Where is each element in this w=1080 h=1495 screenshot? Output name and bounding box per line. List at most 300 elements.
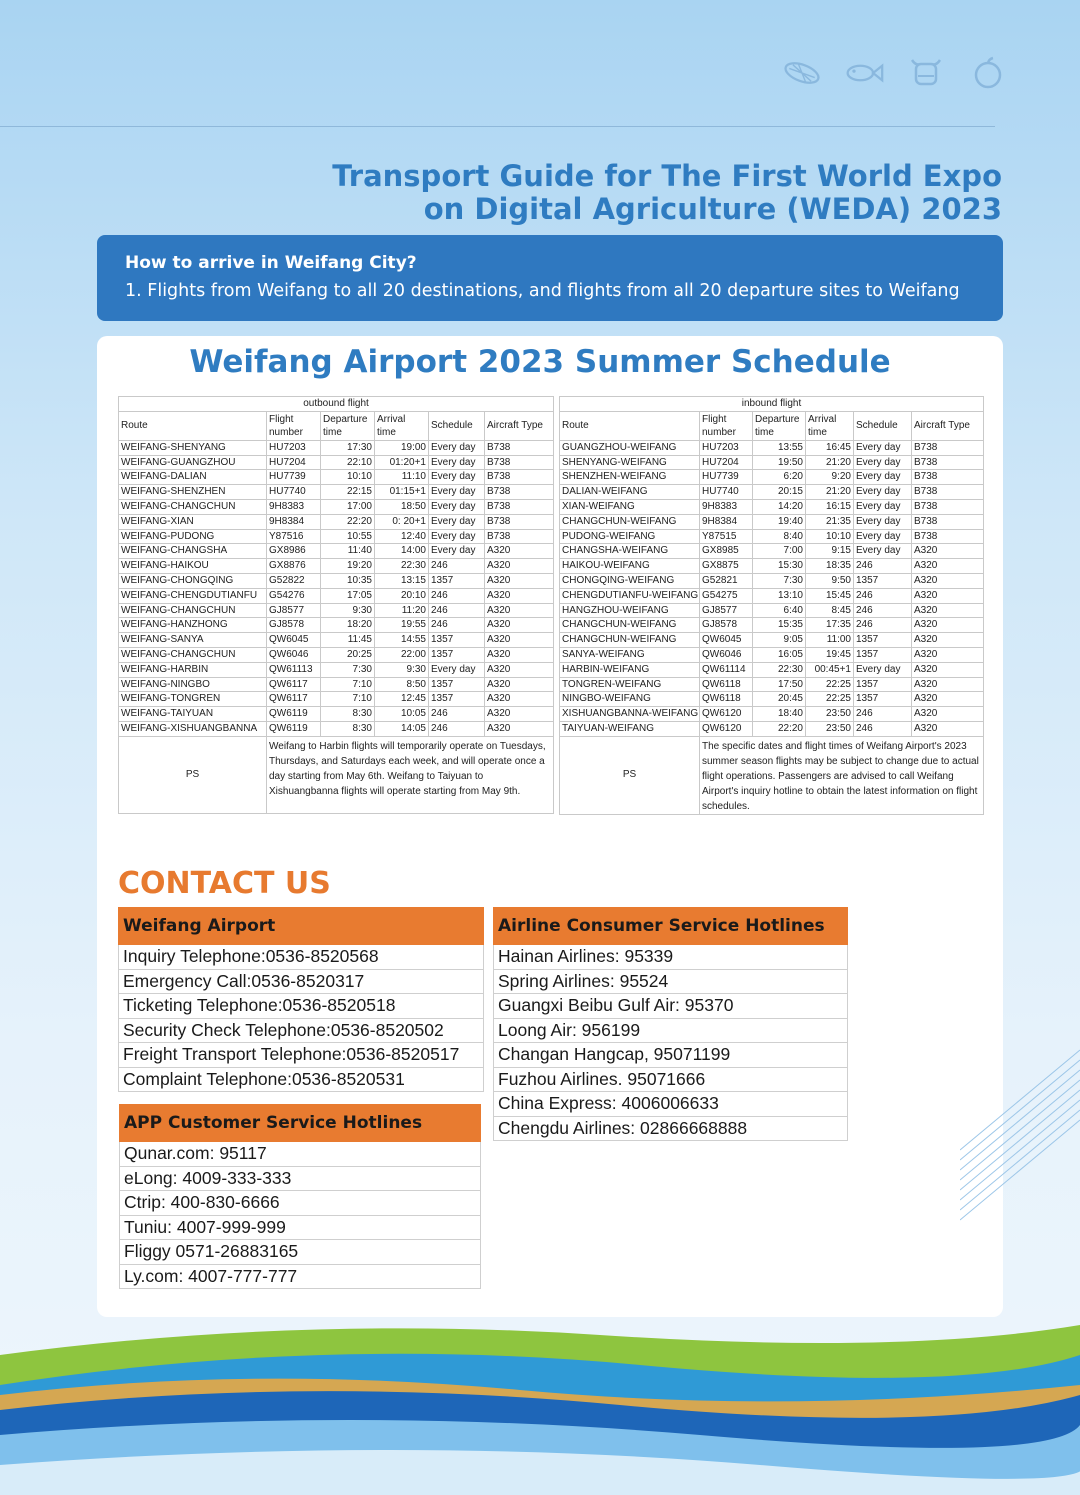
table-cell: 6:20	[753, 470, 806, 485]
table-cell: A320	[912, 692, 984, 707]
outbound-flight-table	[118, 396, 554, 814]
table-cell: B738	[912, 470, 984, 485]
table-cell: 246	[854, 603, 912, 618]
table-cell: A320	[485, 544, 554, 559]
table-cell: 246	[854, 707, 912, 722]
table-cell: 16:45	[806, 440, 854, 455]
table-cell: 7:00	[753, 544, 806, 559]
table-cell: 7:10	[321, 692, 375, 707]
table-cell: 13:55	[753, 440, 806, 455]
table-cell: 0: 20+1	[375, 514, 429, 529]
contact-item: Spring Airlines: 95524	[493, 970, 848, 995]
table-cell: B738	[485, 470, 554, 485]
contact-item: Chengdu Airlines: 02866668888	[493, 1117, 848, 1142]
table-cell: 246	[429, 721, 485, 736]
table-row	[560, 544, 984, 559]
table-row	[560, 440, 984, 455]
table-cell: GJ8577	[700, 603, 753, 618]
table-cell: WEIFANG-NINGBO	[119, 677, 267, 692]
table-cell: GJ8577	[267, 603, 321, 618]
contact-item: Security Check Telephone:0536-8520502	[118, 1019, 484, 1044]
cattle-icon	[906, 56, 946, 90]
table-cell: Every day	[429, 499, 485, 514]
table-row	[560, 573, 984, 588]
table-cell: HU7203	[700, 440, 753, 455]
table-cell: GX8985	[700, 544, 753, 559]
table-row	[119, 514, 554, 529]
table-cell: 11:40	[321, 544, 375, 559]
table-cell: B738	[912, 455, 984, 470]
table-cell: XIAN-WEIFANG	[560, 499, 700, 514]
table-cell: 9H8384	[700, 514, 753, 529]
column-header: Arrival time	[375, 411, 429, 440]
table-cell: 01:15+1	[375, 485, 429, 500]
column-header: Aircraft Type	[485, 411, 554, 440]
table-cell: WEIFANG-CHANGCHUN	[119, 603, 267, 618]
table-row	[119, 603, 554, 618]
contact-item: Loong Air: 956199	[493, 1019, 848, 1044]
table-cell: WEIFANG-XISHUANGBANNA	[119, 721, 267, 736]
weifang-airport-contacts	[118, 907, 484, 1092]
table-cell: CHENGDUTIANFU-WEIFANG	[560, 588, 700, 603]
table-cell: NINGBO-WEIFANG	[560, 692, 700, 707]
table-cell: PUDONG-WEIFANG	[560, 529, 700, 544]
table-row	[560, 603, 984, 618]
table-cell: 8:30	[321, 707, 375, 722]
table-row	[119, 485, 554, 500]
table-cell: QW61113	[267, 662, 321, 677]
table-cell: Every day	[429, 544, 485, 559]
table-cell: 1357	[854, 573, 912, 588]
table-row	[119, 647, 554, 662]
table-cell: A320	[485, 603, 554, 618]
inbound-flight-table	[559, 396, 984, 815]
table-cell: SHENZHEN-WEIFANG	[560, 470, 700, 485]
table-row	[560, 707, 984, 722]
table-cell: 18:35	[806, 559, 854, 574]
table-row	[119, 470, 554, 485]
table-row	[119, 529, 554, 544]
table-cell: GX8876	[267, 559, 321, 574]
table-cell: HU7203	[267, 440, 321, 455]
column-header: Departure time	[321, 411, 375, 440]
table-row	[119, 662, 554, 677]
table-cell: Every day	[854, 499, 912, 514]
table-row	[560, 529, 984, 544]
table-cell: 14:20	[753, 499, 806, 514]
table-row	[119, 707, 554, 722]
table-cell: 1357	[429, 647, 485, 662]
table-cell: B738	[912, 529, 984, 544]
table-cell: 11:00	[806, 633, 854, 648]
contact-item: Qunar.com: 95117	[119, 1142, 481, 1167]
table-cell: WEIFANG-HARBIN	[119, 662, 267, 677]
app-hotlines	[119, 1104, 481, 1289]
table-cell: 22:25	[806, 692, 854, 707]
table-cell: HU7740	[700, 485, 753, 500]
table-cell: 17:50	[753, 677, 806, 692]
contact-item: Emergency Call:0536-8520317	[118, 970, 484, 995]
table-row	[560, 721, 984, 736]
table-cell: WEIFANG-SANYA	[119, 633, 267, 648]
contact-item: Ctrip: 400-830-6666	[119, 1191, 481, 1216]
table-cell: 19:00	[375, 440, 429, 455]
column-header: Aircraft Type	[912, 411, 984, 440]
table-row	[119, 544, 554, 559]
table-row	[119, 588, 554, 603]
contact-item: Changan Hangcap, 95071199	[493, 1043, 848, 1068]
table-cell: A320	[912, 633, 984, 648]
table-cell: 17:00	[321, 499, 375, 514]
column-header: Departure time	[753, 411, 806, 440]
table-cell: A320	[485, 618, 554, 633]
table-cell: 11:45	[321, 633, 375, 648]
contact-item: Inquiry Telephone:0536-8520568	[118, 945, 484, 970]
column-header: Schedule	[429, 411, 485, 440]
ps-note: The specific dates and flight times of Weifang Airport's 2023 summer season flights may be subject to change due to actual flight operations. Passengers are advised to call Weifang Airport's inquiry hotline to obtain the latest information on flight schedules.	[700, 736, 984, 814]
contact-item: Ticketing Telephone:0536-8520518	[118, 994, 484, 1019]
ps-note: Weifang to Harbin flights will temporarily operate on Tuesdays, Thursdays, and Saturdays each week, and will operate once a day starting from May 6th. Weifang to Taiyuan to Xishuangbanna flights will operate starting from May 9th.	[267, 736, 554, 813]
table-cell: QW6117	[267, 692, 321, 707]
decorative-lines	[960, 1030, 1080, 1310]
table-cell: 22:20	[321, 514, 375, 529]
table-row	[119, 677, 554, 692]
table-cell: A320	[485, 707, 554, 722]
table-cell: 18:20	[321, 618, 375, 633]
table-cell: 246	[854, 588, 912, 603]
table-cell: 14:05	[375, 721, 429, 736]
table-cell: A320	[912, 588, 984, 603]
banner-subtitle: 1. Flights from Weifang to all 20 destinations, and flights from all 20 departure sites to Weifang	[125, 281, 960, 301]
table-cell: G52822	[267, 573, 321, 588]
table-cell: 23:50	[806, 721, 854, 736]
contact-item: Guangxi Beibu Gulf Air: 95370	[493, 994, 848, 1019]
table-cell: A320	[485, 692, 554, 707]
column-header: Schedule	[854, 411, 912, 440]
table-cell: A320	[485, 588, 554, 603]
table-cell: TAIYUAN-WEIFANG	[560, 721, 700, 736]
column-header: Flight number	[700, 411, 753, 440]
table-cell: QW6046	[700, 647, 753, 662]
table-row	[119, 692, 554, 707]
table-row	[119, 455, 554, 470]
table-cell: 1357	[854, 692, 912, 707]
table-cell: QW6045	[700, 633, 753, 648]
table-cell: 1357	[429, 633, 485, 648]
table-cell: WEIFANG-GUANGZHOU	[119, 455, 267, 470]
table-cell: HU7204	[267, 455, 321, 470]
table-cell: 9:30	[321, 603, 375, 618]
table-cell: Every day	[854, 440, 912, 455]
table-cell: G54276	[267, 588, 321, 603]
page-title	[332, 160, 1002, 226]
table-row	[560, 559, 984, 574]
table-row	[560, 455, 984, 470]
table-cell: 14:00	[375, 544, 429, 559]
table-row	[119, 618, 554, 633]
table-row	[560, 514, 984, 529]
table-cell: A320	[485, 662, 554, 677]
corn-icon	[782, 56, 822, 90]
table-cell: 7:30	[321, 662, 375, 677]
table-row	[560, 470, 984, 485]
table-cell: Every day	[854, 544, 912, 559]
table-cell: B738	[912, 514, 984, 529]
table-cell: WEIFANG-XIAN	[119, 514, 267, 529]
table-cell: Every day	[854, 455, 912, 470]
table-row	[560, 499, 984, 514]
table-cell: A320	[912, 559, 984, 574]
table-cell: Every day	[429, 470, 485, 485]
table-cell: Every day	[854, 662, 912, 677]
table-cell: A320	[912, 603, 984, 618]
table-cell: WEIFANG-TONGREN	[119, 692, 267, 707]
table-cell: A320	[912, 662, 984, 677]
table-cell: 20:45	[753, 692, 806, 707]
table-row	[560, 588, 984, 603]
table-cell: G54275	[700, 588, 753, 603]
table-cell: GJ8578	[700, 618, 753, 633]
table-cell: A320	[485, 647, 554, 662]
ps-label: PS	[560, 736, 700, 814]
table-cell: B738	[912, 440, 984, 455]
table-cell: Every day	[429, 485, 485, 500]
apple-icon	[968, 56, 1008, 90]
table-cell: 01:20+1	[375, 455, 429, 470]
table-row	[560, 692, 984, 707]
table-cell: 16:15	[806, 499, 854, 514]
table-cell: 11:20	[375, 603, 429, 618]
table-row	[119, 721, 554, 736]
table-cell: HARBIN-WEIFANG	[560, 662, 700, 677]
table-cell: 8:30	[321, 721, 375, 736]
table-cell: 15:45	[806, 588, 854, 603]
table-cell: 19:20	[321, 559, 375, 574]
table-cell: 22:10	[321, 455, 375, 470]
table-cell: HANGZHOU-WEIFANG	[560, 603, 700, 618]
table-cell: Every day	[854, 470, 912, 485]
table-cell: 13:10	[753, 588, 806, 603]
table-cell: 22:30	[753, 662, 806, 677]
table-cell: 1357	[429, 573, 485, 588]
table-cell: 246	[429, 603, 485, 618]
table-cell: 18:40	[753, 707, 806, 722]
decorative-waves	[0, 1295, 1080, 1495]
table-cell: WEIFANG-CHANGSHA	[119, 544, 267, 559]
page-title-line1: Transport Guide for The First World Expo	[332, 159, 1002, 193]
table-cell: CHANGCHUN-WEIFANG	[560, 618, 700, 633]
table-cell: GX8875	[700, 559, 753, 574]
table-cell: 22:15	[321, 485, 375, 500]
table-cell: 9:15	[806, 544, 854, 559]
table-cell: 11:10	[375, 470, 429, 485]
table-cell: 246	[854, 721, 912, 736]
column-header: Route	[560, 411, 700, 440]
table-cell: 9H8384	[267, 514, 321, 529]
contact-box-heading: Weifang Airport	[118, 907, 484, 945]
table-cell: 12:40	[375, 529, 429, 544]
contact-item: Complaint Telephone:0536-8520531	[118, 1068, 484, 1093]
contact-item: eLong: 4009-333-333	[119, 1167, 481, 1192]
table-cell: 9:05	[753, 633, 806, 648]
table-cell: 246	[854, 559, 912, 574]
table-cell: 10:35	[321, 573, 375, 588]
table-cell: 246	[429, 618, 485, 633]
table-cell: HU7739	[700, 470, 753, 485]
contact-item: Tuniu: 4007-999-999	[119, 1216, 481, 1241]
table-cell: WEIFANG-CHANGCHUN	[119, 647, 267, 662]
table-cell: 7:30	[753, 573, 806, 588]
table-cell: 17:35	[806, 618, 854, 633]
table-cell: 9:20	[806, 470, 854, 485]
table-cell: 1357	[854, 633, 912, 648]
contact-item: Fliggy 0571-26883165	[119, 1240, 481, 1265]
table-cell: 22:25	[806, 677, 854, 692]
table-cell: CHONGQING-WEIFANG	[560, 573, 700, 588]
table-cell: 19:55	[375, 618, 429, 633]
table-cell: 6:40	[753, 603, 806, 618]
table-cell: SHENYANG-WEIFANG	[560, 455, 700, 470]
table-cell: B738	[485, 499, 554, 514]
table-row	[560, 647, 984, 662]
table-cell: WEIFANG-SHENZHEN	[119, 485, 267, 500]
table-cell: WEIFANG-CHANGCHUN	[119, 499, 267, 514]
table-cell: 1357	[429, 692, 485, 707]
table-cell: 20:25	[321, 647, 375, 662]
table-cell: A320	[485, 559, 554, 574]
table-cell: QW6045	[267, 633, 321, 648]
table-cell: GJ8578	[267, 618, 321, 633]
table-cell: 16:05	[753, 647, 806, 662]
table-cell: 9H8383	[700, 499, 753, 514]
table-cell: 1357	[854, 647, 912, 662]
table-cell: A320	[912, 618, 984, 633]
table-cell: HAIKOU-WEIFANG	[560, 559, 700, 574]
header-divider	[0, 126, 995, 127]
table-cell: 10:05	[375, 707, 429, 722]
table-cell: B738	[485, 440, 554, 455]
table-cell: QW6046	[267, 647, 321, 662]
table-row	[560, 662, 984, 677]
table-cell: 17:05	[321, 588, 375, 603]
table-cell: 10:10	[806, 529, 854, 544]
table-cell: 9:30	[375, 662, 429, 677]
page-title-line2: on Digital Agriculture (WEDA) 2023	[423, 192, 1002, 226]
contact-item: Freight Transport Telephone:0536-8520517	[118, 1043, 484, 1068]
table-cell: HU7204	[700, 455, 753, 470]
table-cell: B738	[912, 485, 984, 500]
header-icons	[782, 56, 1008, 90]
table-cell: 19:40	[753, 514, 806, 529]
table-row	[560, 633, 984, 648]
table-cell: A320	[912, 721, 984, 736]
table-row	[119, 633, 554, 648]
table-cell: Every day	[429, 455, 485, 470]
table-cell: QW6119	[267, 721, 321, 736]
arrival-banner	[97, 235, 1003, 321]
table-cell: QW6118	[700, 677, 753, 692]
table-cell: A320	[912, 677, 984, 692]
table-cell: Every day	[429, 529, 485, 544]
table-cell: A320	[485, 677, 554, 692]
table-cell: 12:45	[375, 692, 429, 707]
contact-box-heading: Airline Consumer Service Hotlines	[493, 907, 848, 945]
table-cell: B738	[485, 529, 554, 544]
table-cell: 13:15	[375, 573, 429, 588]
table-cell: CHANGSHA-WEIFANG	[560, 544, 700, 559]
table-cell: 1357	[854, 677, 912, 692]
table-row	[560, 618, 984, 633]
table-cell: QW6120	[700, 707, 753, 722]
table-cell: B738	[485, 514, 554, 529]
table-cell: Every day	[854, 485, 912, 500]
table-cell: WEIFANG-CHENGDUTIANFU	[119, 588, 267, 603]
table-cell: 8:40	[753, 529, 806, 544]
table-cell: Every day	[854, 514, 912, 529]
table-row	[119, 559, 554, 574]
table-cell: 19:45	[806, 647, 854, 662]
table-cell: B738	[912, 499, 984, 514]
table-cell: 246	[429, 588, 485, 603]
column-header: Route	[119, 411, 267, 440]
table-cell: GX8986	[267, 544, 321, 559]
column-header: Flight number	[267, 411, 321, 440]
table-cell: Y87515	[700, 529, 753, 544]
table-cell: 14:55	[375, 633, 429, 648]
table-cell: WEIFANG-HAIKOU	[119, 559, 267, 574]
banner-question: How to arrive in Weifang City?	[125, 253, 417, 273]
ps-label: PS	[119, 736, 267, 813]
table-cell: A320	[912, 544, 984, 559]
table-cell: WEIFANG-TAIYUAN	[119, 707, 267, 722]
fish-icon	[844, 56, 884, 90]
table-cell: 246	[429, 707, 485, 722]
table-cell: HU7740	[267, 485, 321, 500]
table-row	[119, 440, 554, 455]
contact-item: Ly.com: 4007-777-777	[119, 1265, 481, 1290]
table-cell: CHANGCHUN-WEIFANG	[560, 633, 700, 648]
table-cell: QW6119	[267, 707, 321, 722]
table-cell: B738	[485, 485, 554, 500]
table-cell: 21:20	[806, 485, 854, 500]
table-cell: 19:50	[753, 455, 806, 470]
table-cell: 8:45	[806, 603, 854, 618]
table-cell: QW6117	[267, 677, 321, 692]
table-row	[560, 485, 984, 500]
table-cell: 18:50	[375, 499, 429, 514]
schedule-title: Weifang Airport 2023 Summer Schedule	[189, 344, 891, 380]
table-caption: outbound flight	[119, 397, 554, 412]
table-cell: 17:30	[321, 440, 375, 455]
contact-box-heading: APP Customer Service Hotlines	[119, 1104, 481, 1142]
table-cell: XISHUANGBANNA-WEIFANG	[560, 707, 700, 722]
airline-hotlines	[493, 907, 848, 1141]
table-cell: B738	[485, 455, 554, 470]
table-cell: QW61114	[700, 662, 753, 677]
table-cell: 21:35	[806, 514, 854, 529]
table-cell: 22:20	[753, 721, 806, 736]
table-row	[560, 677, 984, 692]
contact-title: CONTACT US	[118, 866, 331, 901]
table-cell: TONGREN-WEIFANG	[560, 677, 700, 692]
table-cell: Y87516	[267, 529, 321, 544]
table-cell: QW6118	[700, 692, 753, 707]
table-caption: inbound flight	[560, 397, 984, 412]
table-cell: DALIAN-WEIFANG	[560, 485, 700, 500]
table-cell: 8:50	[375, 677, 429, 692]
table-cell: Every day	[429, 440, 485, 455]
table-cell: 246	[429, 559, 485, 574]
